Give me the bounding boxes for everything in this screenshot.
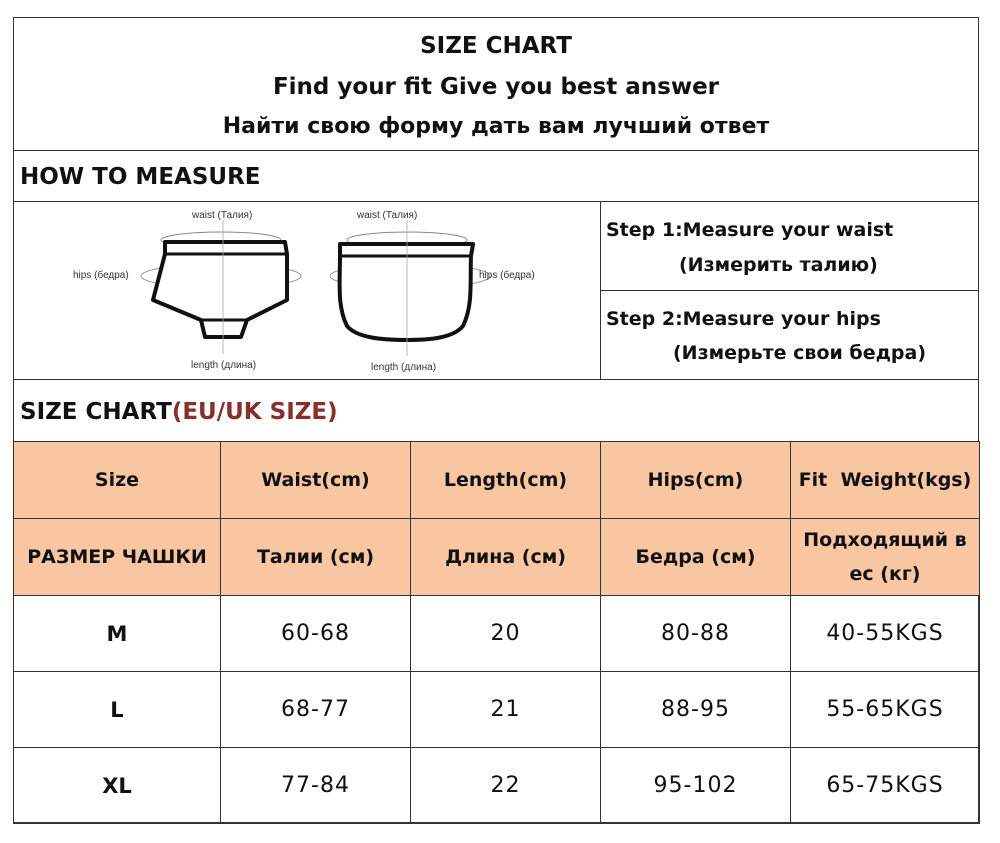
table-header-row-en [14, 442, 980, 519]
right-waist-label: waist (Талия) [357, 210, 418, 221]
length-cell: 22 [411, 748, 601, 824]
size-chart-heading-text: SIZE CHART [20, 399, 172, 425]
col-header-length: Length(cm) [411, 442, 601, 519]
length-cell: 21 [411, 672, 601, 748]
weight-cell: 40-55KGS [791, 596, 980, 672]
divider [13, 150, 979, 151]
waist-cell: 60-68 [221, 596, 411, 672]
table-header-row-ru [14, 519, 980, 596]
hips-cell: 95-102 [601, 748, 791, 824]
measure-diagram [15, 202, 600, 378]
step-2-label: Step 2:Measure your hips [606, 308, 881, 330]
table-row [14, 596, 980, 672]
size-chart-heading-accent: (EU/UK SIZE) [171, 399, 338, 425]
col-header-weight: Fit Weight(kgs) [791, 442, 980, 519]
col-header-size: Size [14, 442, 221, 519]
length-cell: 20 [411, 596, 601, 672]
col-header-size-ru: РАЗМЕР ЧАШКИ [14, 519, 221, 596]
back-brief-icon [330, 220, 490, 356]
waist-cell: 77-84 [221, 748, 411, 824]
how-to-measure-heading: HOW TO MEASURE [20, 164, 261, 190]
col-header-weight-ru: Подходящий в ес (кг) [791, 519, 980, 596]
subtitle-ru: Найти свою форму дать вам лучший ответ [222, 114, 770, 139]
size-cell: L [14, 672, 221, 748]
size-cell: M [14, 596, 221, 672]
table-row [14, 748, 980, 824]
col-header-length-ru: Длина (см) [411, 519, 601, 596]
right-hips-label: hips (бедра) [479, 270, 535, 281]
hips-cell: 80-88 [601, 596, 791, 672]
size-cell: XL [14, 748, 221, 824]
subtitle-en: Find your fit Give you best answer [272, 74, 720, 100]
divider [600, 290, 979, 291]
table-row [14, 672, 980, 748]
left-length-label: length (длина) [191, 360, 257, 371]
weight-cell: 55-65KGS [791, 672, 980, 748]
front-brief-icon [141, 220, 301, 354]
waist-cell: 68-77 [221, 672, 411, 748]
col-header-hips: Hips(cm) [601, 442, 791, 519]
size-chart-heading [20, 399, 338, 425]
left-hips-label: hips (бедра) [73, 270, 129, 281]
divider [13, 379, 979, 380]
step-1-ru-label: (Измерить талию) [679, 254, 878, 276]
col-header-hips-ru: Бедра (см) [601, 519, 791, 596]
right-length-label: length (длина) [371, 362, 437, 373]
briefs-illustration [15, 202, 600, 378]
left-waist-label: waist (Талия) [192, 210, 253, 221]
col-header-waist-ru: Талии (см) [221, 519, 411, 596]
col-header-waist: Waist(cm) [221, 442, 411, 519]
hips-cell: 88-95 [601, 672, 791, 748]
step-2-ru-label: (Измерьте свои бедра) [673, 342, 927, 364]
step-1-label: Step 1:Measure your waist [606, 219, 894, 241]
weight-cell: 65-75KGS [791, 748, 980, 824]
page-title: SIZE CHART [420, 33, 572, 59]
size-table [13, 441, 980, 824]
